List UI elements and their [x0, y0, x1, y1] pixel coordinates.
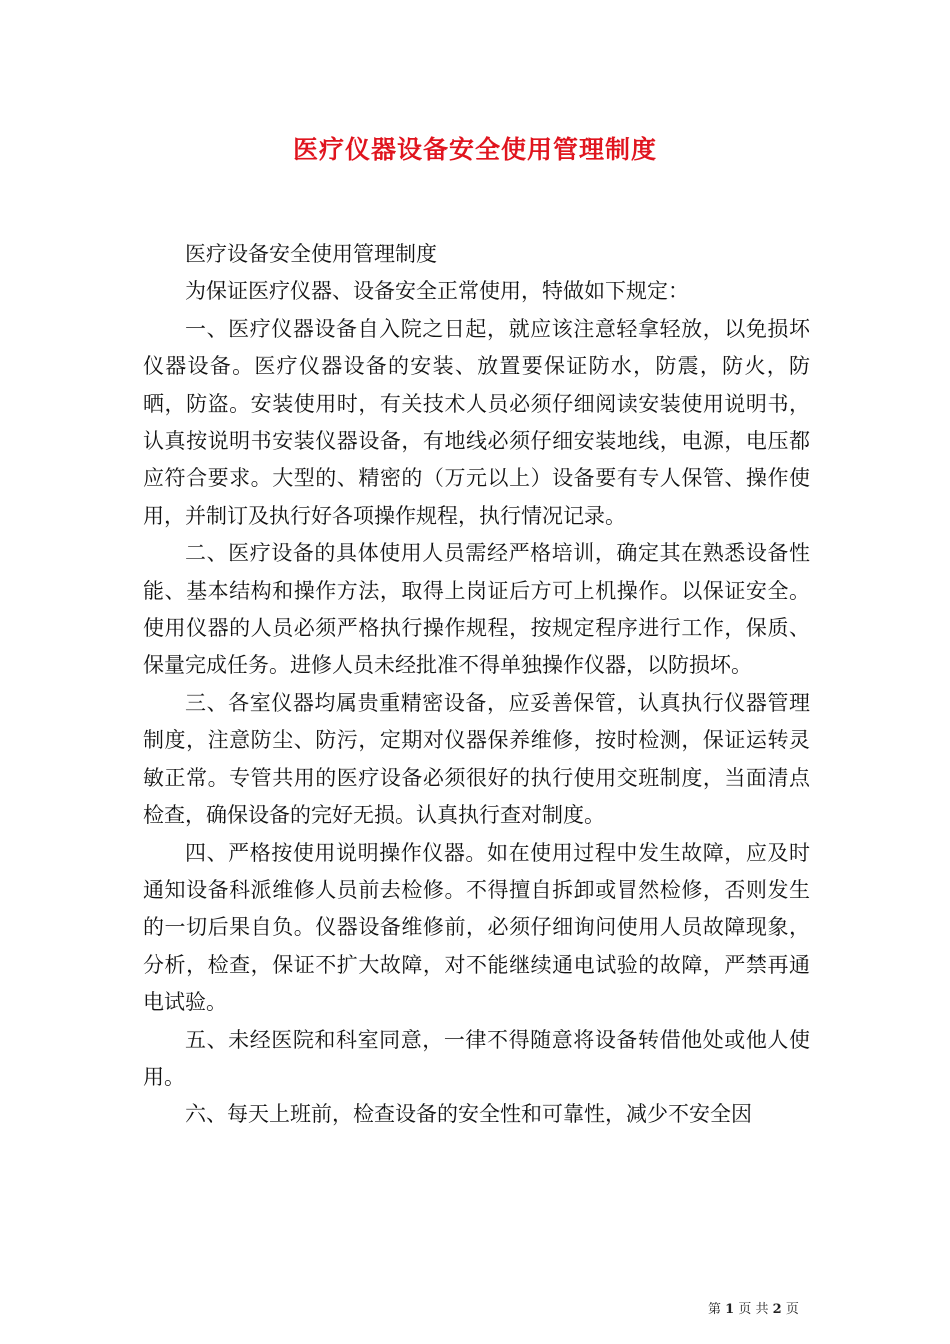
body-paragraph: 六、每天上班前，检查设备的安全性和可靠性，减少不安全因: [185, 1102, 752, 1127]
body-paragraph: 为保证医疗仪器、设备安全正常使用，特做如下规定：: [185, 279, 689, 304]
total-page-number: 2: [772, 1302, 782, 1317]
body-paragraph: 三、各室仪器均属贵重精密设备，应妥善保管，认真执行仪器管理制度，注意防尘、防污，定期对仪器保养维修，按时检测，保证运转灵敏正常。专管共用的医疗设备必须很好的执行使用交班制度，当面清点检查，确保设备的完好无损。认真执行查对制度。: [143, 690, 810, 828]
body-paragraph: 二、医疗设备的具体使用人员需经严格培训，确定其在熟悉设备性能、基本结构和操作方法，取得上岗证后方可上机操作。以保证安全。使用仪器的人员必须严格执行操作规程，按规定程序进行工作，保质、保量完成任务。进修人员未经批准不得单独操作仪器，以防损坏。: [143, 541, 810, 678]
body-paragraph: 五、未经医院和科室同意，一律不得随意将设备转借他处或他人使用。: [143, 1027, 810, 1089]
footer-prefix: 第: [708, 1302, 722, 1317]
footer-suffix: 页: [785, 1302, 799, 1317]
body-paragraph: 医疗设备安全使用管理制度: [185, 242, 437, 266]
page-footer: [708, 1298, 799, 1317]
document-body: [143, 236, 810, 1134]
footer-middle: 页 共: [738, 1302, 769, 1317]
body-paragraph: 一、医疗仪器设备自入院之日起，就应该注意轻拿轻放，以免损坏仪器设备。医疗仪器设备的安装、放置要保证防水，防震，防火，防晒，防盗。安装使用时，有关技术人员必须仔细阅读安装使用说明书，认真按说明书安装仪器设备，有地线必须仔细安装地线，电源，电压都应符合要求。大型的、精密的（万元以上）设备要有专人保管、操作使用，并制订及执行好各项操作规程，执行情况记录。: [143, 316, 810, 528]
current-page-number: 1: [725, 1302, 735, 1317]
document-title: 医疗仪器设备安全使用管理制度: [292, 135, 657, 164]
body-paragraph: 四、严格按使用说明操作仪器。如在使用过程中发生故障，应及时通知设备科派维修人员前去检修。不得擅自拆卸或冒然检修，否则发生的一切后果自负。仪器设备维修前，必须仔细询问使用人员故障现象，分析，检查，保证不扩大故障，对不能继续通电试验的故障，严禁再通电试验。: [143, 840, 810, 1015]
